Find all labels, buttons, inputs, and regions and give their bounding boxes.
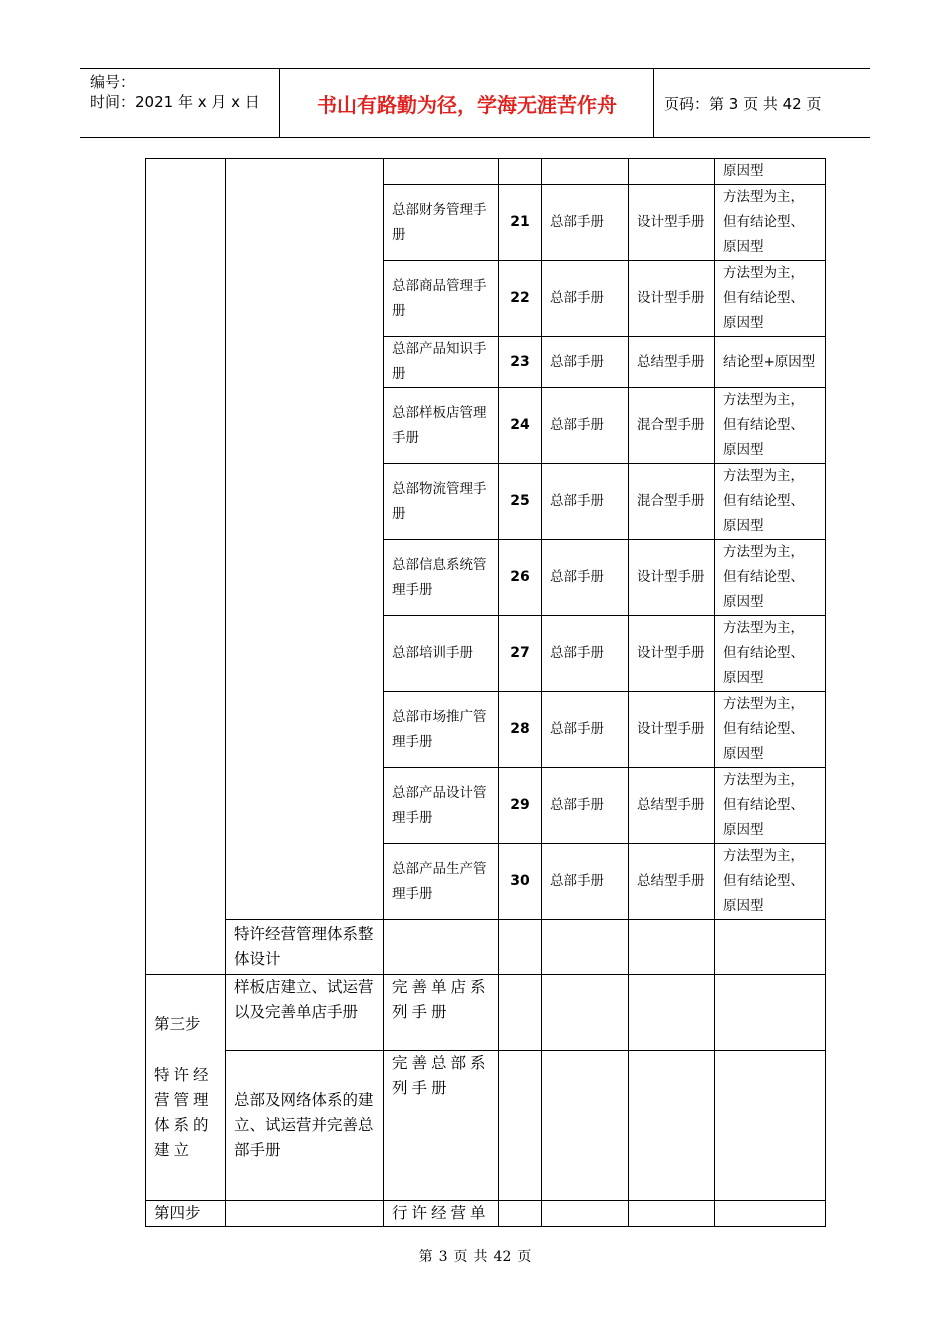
manual-type: 设计型手册 (629, 261, 715, 337)
manual-number: 29 (499, 768, 542, 844)
document-number-label: 编号： (90, 73, 136, 91)
manual-note: 方法型为主，但有结论型、原因型 (715, 540, 826, 616)
manual-note: 方法型为主，但有结论型、原因型 (715, 185, 826, 261)
manual-category: 总部手册 (542, 464, 629, 540)
stage-sample-store: 样板店建立、试运营以及完善单店手册 (226, 975, 384, 1051)
manual-name: 总部产品生产管理手册 (384, 844, 499, 920)
table-row (146, 1201, 826, 1227)
step-three-desc: 特许经营管理体系的建立 (154, 1066, 213, 1159)
manual-type: 混合型手册 (629, 464, 715, 540)
manual-note: 方法型为主，但有结论型、原因型 (715, 261, 826, 337)
stage-cell-empty (226, 159, 384, 920)
header-meta (80, 69, 280, 137)
footer-page-word: 页 (453, 1249, 468, 1265)
manual-number: 22 (499, 261, 542, 337)
manual-note: 方法型为主，但有结论型、原因型 (715, 464, 826, 540)
manual-number: 21 (499, 185, 542, 261)
result-store-manuals: 完善单店系列手册 (384, 975, 499, 1051)
manual-type: 混合型手册 (629, 388, 715, 464)
manual-number: 25 (499, 464, 542, 540)
step-four-title: 第四步 (146, 1201, 226, 1227)
manual-name: 总部商品管理手册 (384, 261, 499, 337)
footer-suffix: 页 (517, 1249, 532, 1265)
stage-overall-design: 特许经营管理体系整体设计 (226, 920, 384, 975)
manual-type: 总结型手册 (629, 844, 715, 920)
manual-name: 总部市场推广管理手册 (384, 692, 499, 768)
manual-number: 27 (499, 616, 542, 692)
footer-prefix: 第 (418, 1249, 433, 1265)
manual-category: 总部手册 (542, 185, 629, 261)
manual-name: 总部物流管理手册 (384, 464, 499, 540)
page-header (80, 68, 870, 138)
table-row (146, 920, 826, 975)
manual-name: 总部样板店管理手册 (384, 388, 499, 464)
manual-category: 总部手册 (542, 616, 629, 692)
manual-note: 方法型为主，但有结论型、原因型 (715, 844, 826, 920)
manual-type: 设计型手册 (629, 185, 715, 261)
manual-note: 方法型为主，但有结论型、原因型 (715, 388, 826, 464)
manual-note: 方法型为主，但有结论型、原因型 (715, 692, 826, 768)
manual-type: 设计型手册 (629, 540, 715, 616)
manual-number: 26 (499, 540, 542, 616)
manual-category: 总部手册 (542, 844, 629, 920)
step-three-title: 第三步 (154, 1015, 201, 1033)
step-three-cell (146, 975, 226, 1201)
manual-category: 总部手册 (542, 388, 629, 464)
header-motto: 书山有路勤为径，学海无涯苦作舟 (281, 69, 654, 137)
footer-total-prefix: 共 (473, 1249, 488, 1265)
footer-page-number: 3 (438, 1249, 448, 1265)
table-row (146, 1051, 826, 1201)
manual-note: 方法型为主，但有结论型、原因型 (715, 768, 826, 844)
note-cell: 原因型 (715, 159, 826, 185)
manual-type: 设计型手册 (629, 692, 715, 768)
manual-number: 24 (499, 388, 542, 464)
table-row (146, 159, 826, 185)
manual-category: 总部手册 (542, 337, 629, 388)
header-page-info: 页码：第 3 页 共 42 页 (664, 94, 822, 113)
page-footer (0, 1246, 950, 1266)
table-row (146, 975, 826, 1051)
manual-category: 总部手册 (542, 768, 629, 844)
manual-number: 28 (499, 692, 542, 768)
manual-category: 总部手册 (542, 692, 629, 768)
manual-name: 总部培训手册 (384, 616, 499, 692)
manual-note: 方法型为主，但有结论型、原因型 (715, 616, 826, 692)
document-date: 时间：2021 年 x 月 x 日 (90, 93, 260, 111)
result-franchise: 行许经营单 (384, 1201, 499, 1227)
manual-type: 设计型手册 (629, 616, 715, 692)
manual-number: 30 (499, 844, 542, 920)
manual-name: 总部产品设计管理手册 (384, 768, 499, 844)
step-cell-empty (146, 159, 226, 975)
manual-category: 总部手册 (542, 540, 629, 616)
stage-headquarters-network: 总部及网络体系的建立、试运营并完善总部手册 (226, 1051, 384, 1201)
manual-category: 总部手册 (542, 261, 629, 337)
manual-number: 23 (499, 337, 542, 388)
manual-name: 总部产品知识手册 (384, 337, 499, 388)
manual-system-table (145, 158, 826, 1227)
manual-name: 总部财务管理手册 (384, 185, 499, 261)
manual-note: 结论型+原因型 (715, 337, 826, 388)
manual-type: 总结型手册 (629, 768, 715, 844)
manual-name: 总部信息系统管理手册 (384, 540, 499, 616)
manual-type: 总结型手册 (629, 337, 715, 388)
result-hq-manuals: 完善总部系列手册 (384, 1051, 499, 1201)
footer-total-pages: 42 (493, 1249, 512, 1265)
